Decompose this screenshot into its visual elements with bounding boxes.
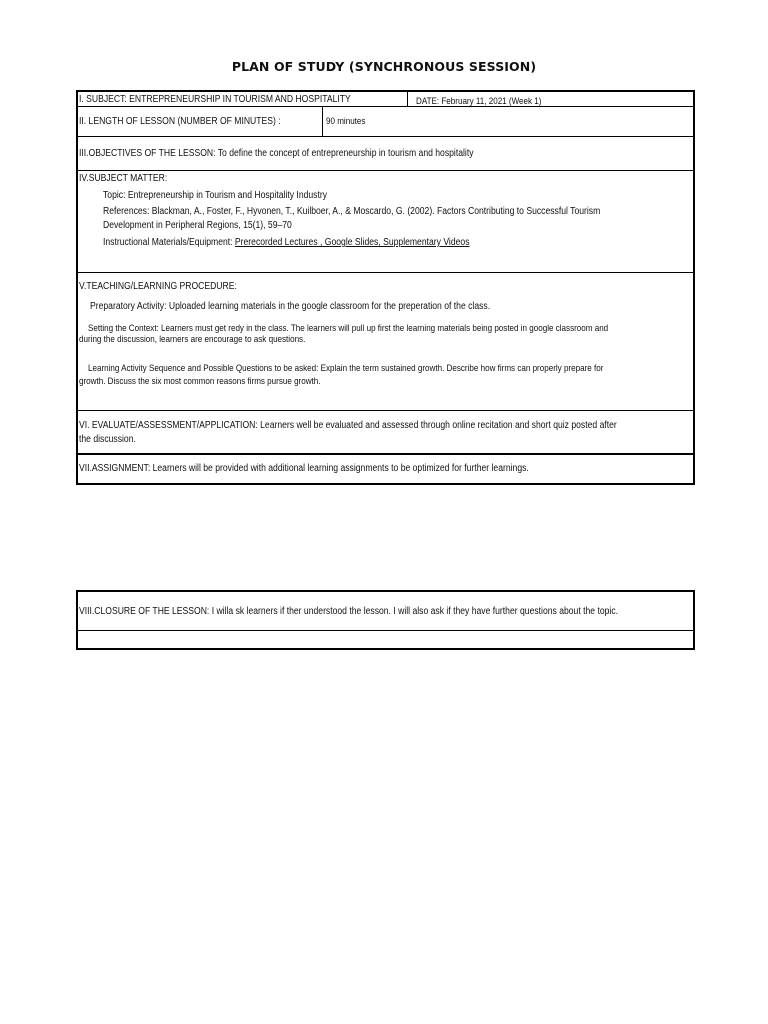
length-label: II. LENGTH OF LESSON (NUMBER OF MINUTES) : (79, 116, 281, 127)
length-row (76, 107, 695, 137)
assignment-text: VII.ASSIGNMENT: Learners will be provided with additional learning assignments to be optimized for further learnings. (79, 463, 529, 474)
references-line-1: References: Blackman, A., Foster, F., Hyvonen, T., Kuilboer, A., & Moscardo, G. (2002). Factors Contributing to Successful Tourism (103, 206, 601, 217)
evaluate-line-1: VI. EVALUATE/ASSESSMENT/APPLICATION: Learners well be evaluated and assessed through online recitation and short quiz posted after (79, 420, 617, 431)
subject-matter-row (76, 171, 695, 273)
plan-table (76, 90, 695, 485)
date-label: DATE: February 11, 2021 (Week 1) (416, 95, 542, 106)
materials-value: Prerecorded Lectures , Google Slides, Supplementary Videos (234, 237, 470, 248)
assignment-row (76, 455, 695, 485)
evaluate-line-2: the discussion. (79, 434, 136, 445)
setting-context-line-2: during the discussion, learners are encourage to ask questions. (79, 333, 306, 344)
length-value: 90 minutes (326, 115, 366, 126)
setting-context-line-1: Setting the Context: Learners must get redy in the class. The learners will pull up first the learning materials being posted in google classroom and (88, 322, 609, 333)
length-divider (322, 107, 323, 136)
objectives-text: III.OBJECTIVES OF THE LESSON: To define the concept of entrepreneurship in tourism and hospitality (79, 148, 474, 159)
subject-row (76, 90, 695, 107)
closure-row (76, 590, 695, 631)
evaluate-row (76, 411, 695, 455)
procedure-row (76, 273, 695, 411)
page-title: PLAN OF STUDY (SYNCHRONOUS SESSION) (231, 59, 537, 74)
closure-empty-row (76, 631, 695, 650)
objectives-row (76, 137, 695, 171)
closure-table (76, 590, 695, 650)
topic-text: Topic: Entrepreneurship in Tourism and Hospitality Industry (103, 190, 328, 201)
closure-text: VIII.CLOSURE OF THE LESSON: I willa sk learners if ther understood the lesson. I will also ask if they have further questions about the topic. (79, 606, 619, 617)
learning-sequence-line-2: growth. Discuss the six most common reasons firms pursue growth. (79, 375, 321, 386)
subject-divider (407, 92, 408, 106)
procedure-heading: V.TEACHING/LEARNING PROCEDURE: (79, 281, 237, 292)
subject-label: I. SUBJECT: ENTREPRENEURSHIP IN TOURISM AND HOSPITALITY (79, 94, 351, 105)
subject-matter-heading: IV.SUBJECT MATTER: (79, 173, 168, 184)
learning-sequence-line-1: Learning Activity Sequence and Possible Questions to be asked: Explain the term sustained growth. Describe how firms can properly prepare for (88, 362, 604, 373)
references-line-2: Development in Peripheral Regions, 15(1), 59–70 (103, 220, 292, 231)
materials-label: Instructional Materials/Equipment: (103, 237, 233, 248)
preparatory-activity: Preparatory Activity: Uploaded learning materials in the google classroom for the preperation of the class. (90, 301, 491, 312)
materials-text (103, 237, 469, 249)
